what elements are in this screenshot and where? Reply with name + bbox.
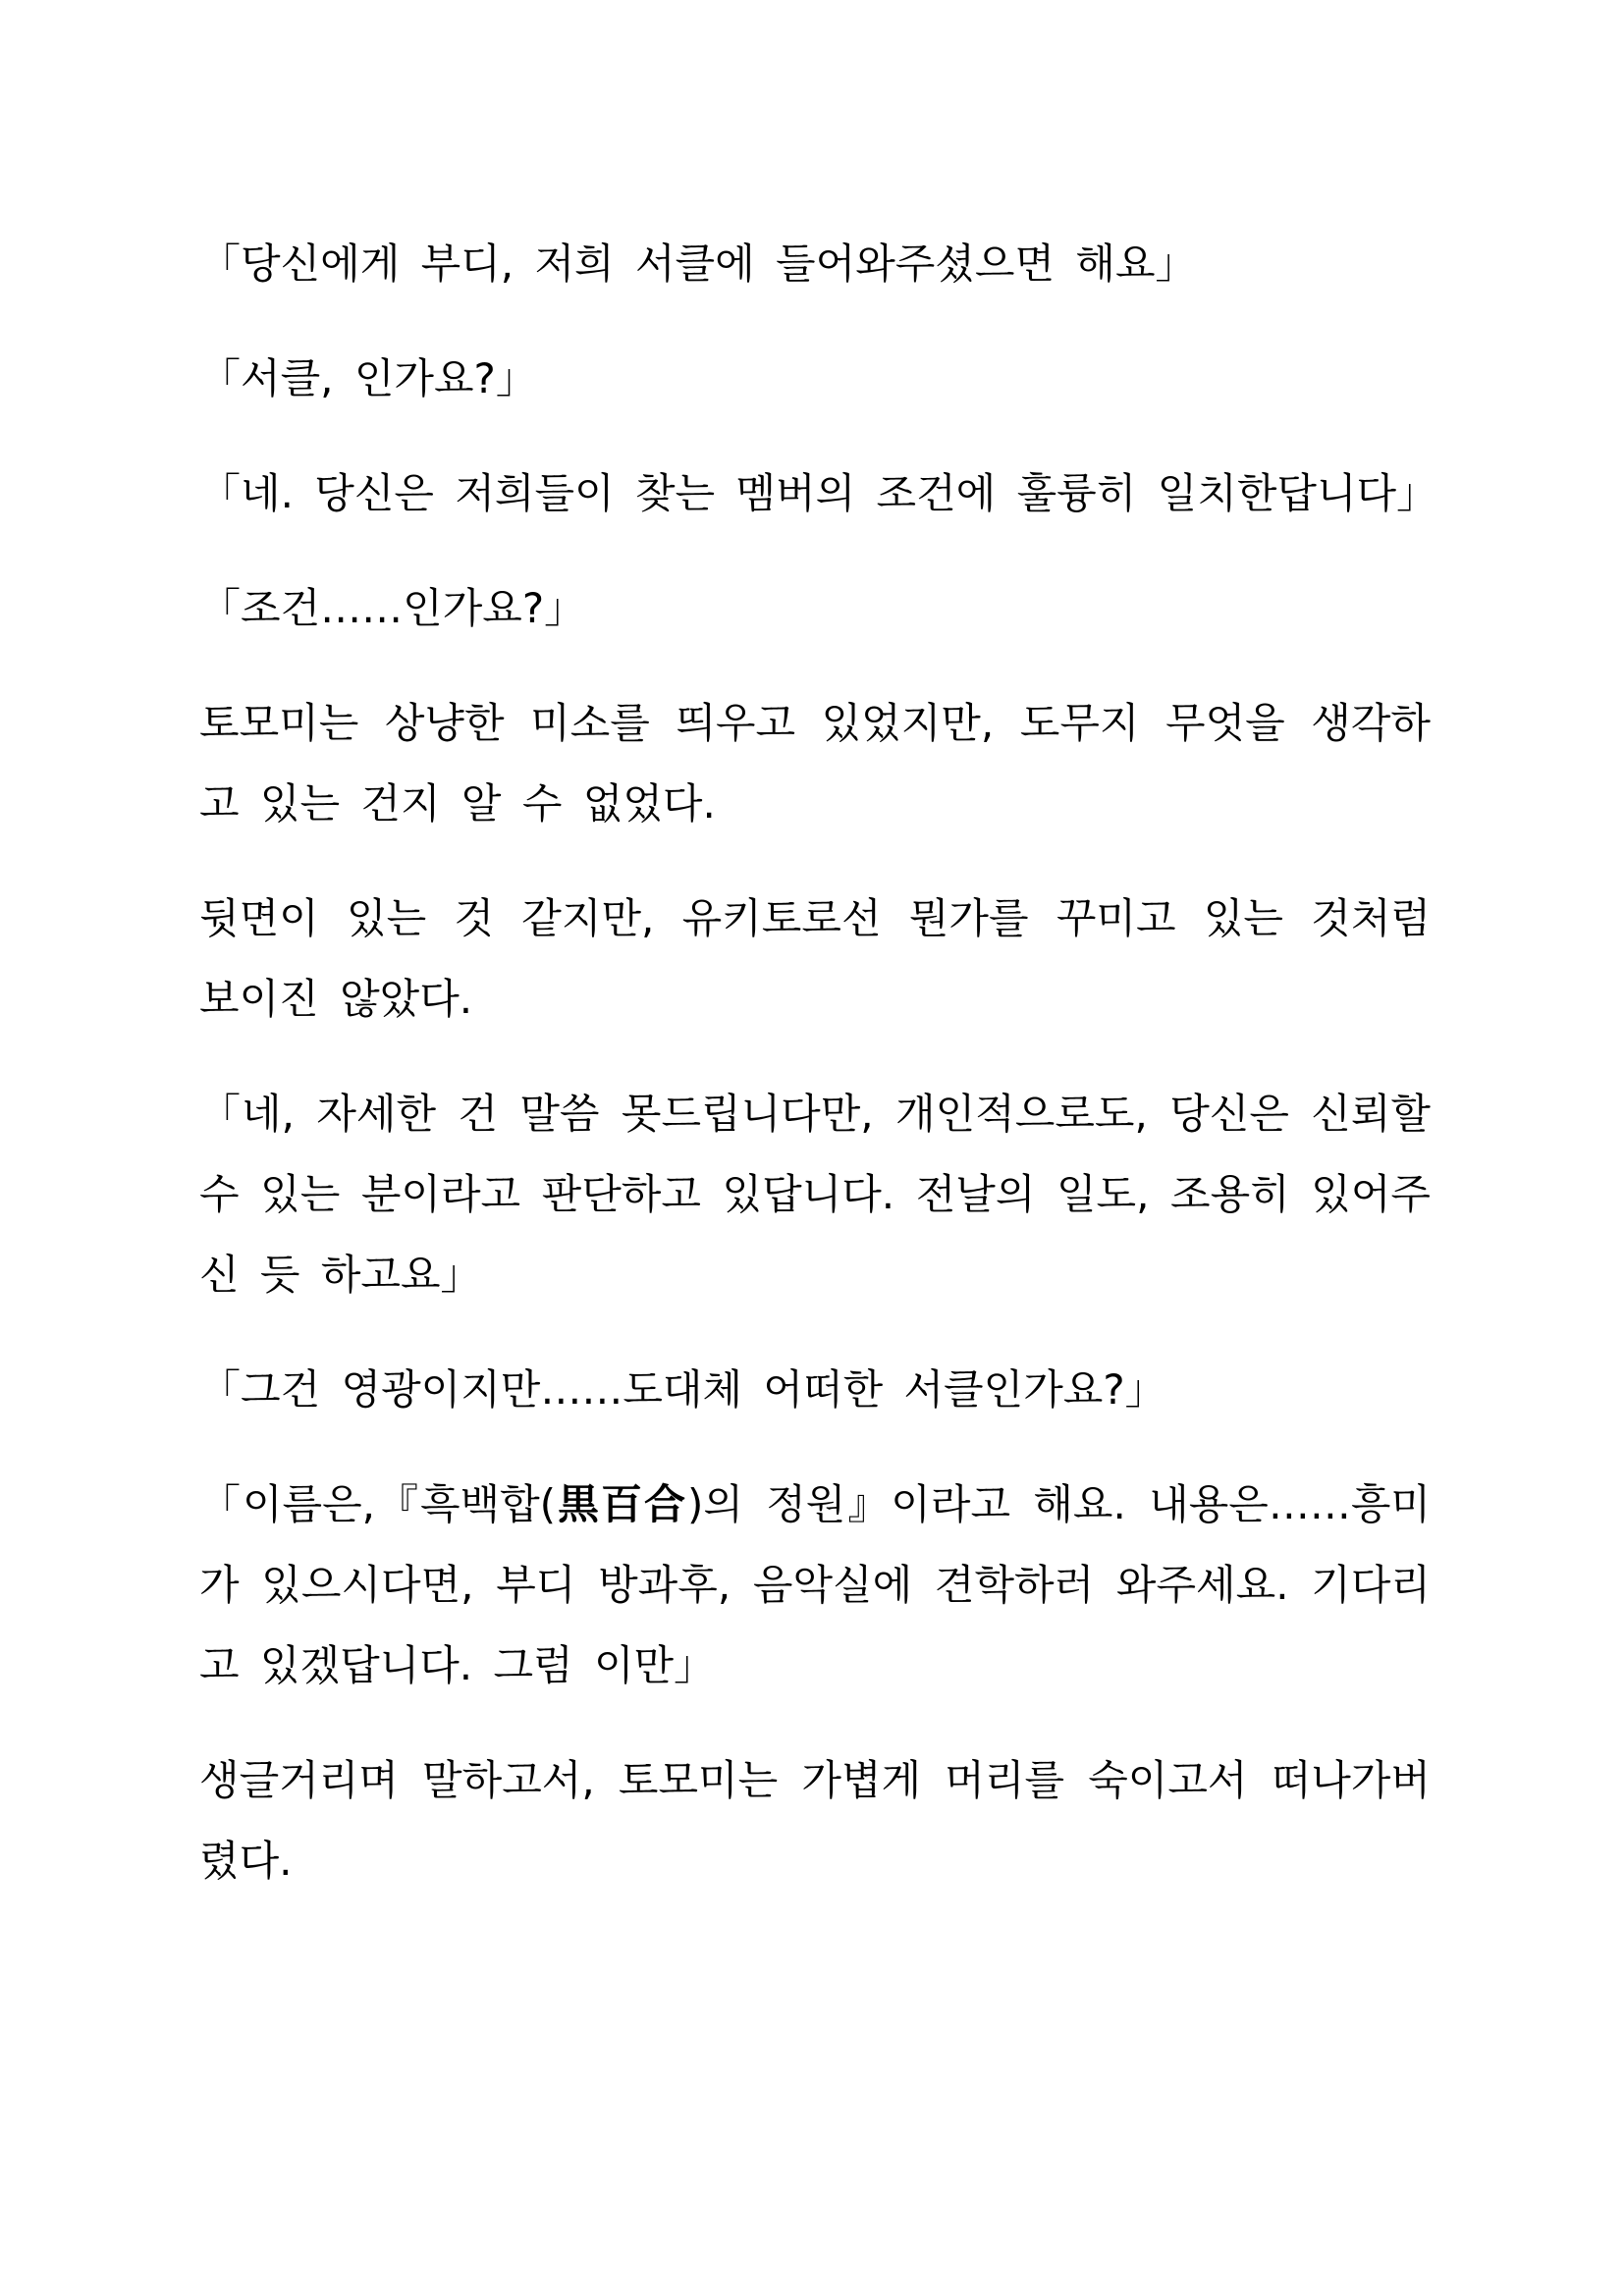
text-segment: 「네, 자세한 건 말씀 못드립니다만, 개인적으로도, 당신은 신뢰할 수 있는 분이라고 판단하고 있답니다. 전날의 일도, 조용히 있어주신 듯 하고요」 (199, 1090, 1431, 1299)
text-segment: 「이름은,『흑백합( (199, 1480, 557, 1528)
paragraph (199, 1074, 1431, 1315)
paragraph (199, 683, 1431, 844)
text-segment: 뒷면이 있는 것 같지만, 유키토로선 뭔가를 꾸미고 있는 것처럼 보이진 않았다. (199, 894, 1431, 1023)
text-segment: 「그건 영광이지만……도대체 어떠한 서클인가요?」 (199, 1365, 1166, 1414)
paragraph (199, 454, 1438, 534)
novel-text-body (199, 224, 1438, 1936)
text-segment: 「네. 당신은 저희들이 찾는 멤버의 조건에 훌륭히 일치한답니다」 (199, 469, 1438, 517)
text-segment: 「조건……인가요?」 (199, 584, 586, 632)
paragraph (199, 1465, 1431, 1706)
paragraph (199, 339, 1431, 419)
paragraph (199, 568, 1431, 649)
text-segment: 생글거리며 말하고서, 토모미는 가볍게 머리를 숙이고서 떠나가버렸다. (199, 1756, 1431, 1885)
bold-text-segment: 黒百合 (556, 1480, 687, 1528)
paragraph (199, 879, 1431, 1040)
paragraph (199, 1740, 1431, 1901)
text-segment: )의 정원』이라고 해요. 내용은……흥미가 있으시다면, 부디 방과후, 음악실에 견학하러 와주세요. 기다리고 있겠답니다. 그럼 이만」 (199, 1480, 1432, 1689)
text-segment: 「당신에게 부디, 저희 서클에 들어와주셨으면 해요」 (199, 240, 1197, 288)
paragraph (199, 1350, 1431, 1430)
paragraph (199, 224, 1431, 304)
text-segment: 토모미는 상냥한 미소를 띄우고 있었지만, 도무지 무엇을 생각하고 있는 건지 알 수 없었다. (199, 699, 1431, 828)
text-segment: 「서클, 인가요?」 (199, 354, 537, 402)
